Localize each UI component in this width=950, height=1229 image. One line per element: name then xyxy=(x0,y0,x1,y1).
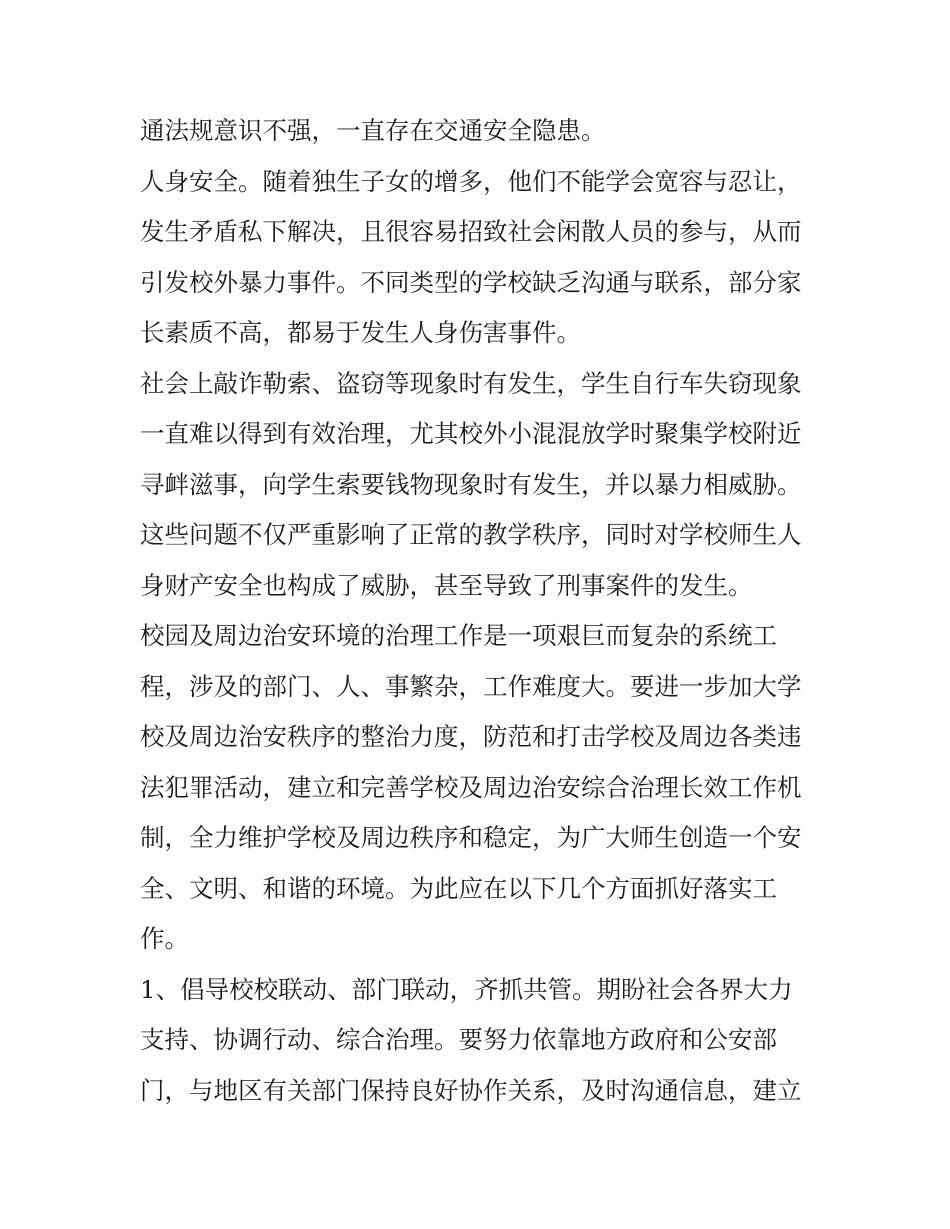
text-line: 程，涉及的部门、人、事繁杂，工作难度大。要进一步加大学 xyxy=(140,671,802,701)
document-body xyxy=(140,106,820,1116)
text-line: 法犯罪活动，建立和完善学校及周边治安综合治理长效工作机 xyxy=(140,772,802,802)
text-line: 社会上敲诈勒索、盗窃等现象时有发生，学生自行车失窃现象 xyxy=(140,368,802,398)
text-line: 校园及周边治安环境的治理工作是一项艰巨而复杂的系统工 xyxy=(140,621,777,650)
text-line: 长素质不高，都易于发生人身伤害事件。 xyxy=(140,318,581,347)
text-line: 通法规意识不强，一直存在交通安全隐患。 xyxy=(140,116,606,145)
text-line: 校及周边治安秩序的整治力度，防范和打击学校及周边各类违 xyxy=(140,722,802,751)
text-line: 身财产安全也构成了威胁，甚至导致了刑事案件的发生。 xyxy=(140,570,753,600)
text-line: 引发校外暴力事件。不同类型的学校缺乏沟通与联系，部分家 xyxy=(140,267,802,297)
text-line: 这些问题不仅严重影响了正常的教学秩序，同时对学校师生人 xyxy=(140,520,802,549)
text-line: 发生矛盾私下解决，且很容易招致社会闲散人员的参与，从而 xyxy=(140,217,802,246)
text-line: 人身安全。随着独生子女的增多，他们不能学会宽容与忍让， xyxy=(140,166,802,196)
text-line: 全、文明、和谐的环境。为此应在以下几个方面抓好落实工 xyxy=(140,873,777,903)
text-line: 寻衅滋事，向学生索要钱物现象时有发生，并以暴力相威胁。 xyxy=(140,469,802,499)
text-line: 1、倡导校校联动、部门联动，齐抓共管。期盼社会各界大力 xyxy=(140,974,793,1004)
text-line: 门，与地区有关部门保持良好协作关系，及时沟通信息，建立 xyxy=(140,1075,802,1105)
text-line: 作。 xyxy=(140,924,189,953)
text-line: 一直难以得到有效治理，尤其校外小混混放学时聚集学校附近 xyxy=(140,419,802,448)
text-line: 制，全力维护学校及周边秩序和稳定，为广大师生创造一个安 xyxy=(140,823,802,852)
text-line: 支持、协调行动、综合治理。要努力依靠地方政府和公安部 xyxy=(140,1025,777,1054)
